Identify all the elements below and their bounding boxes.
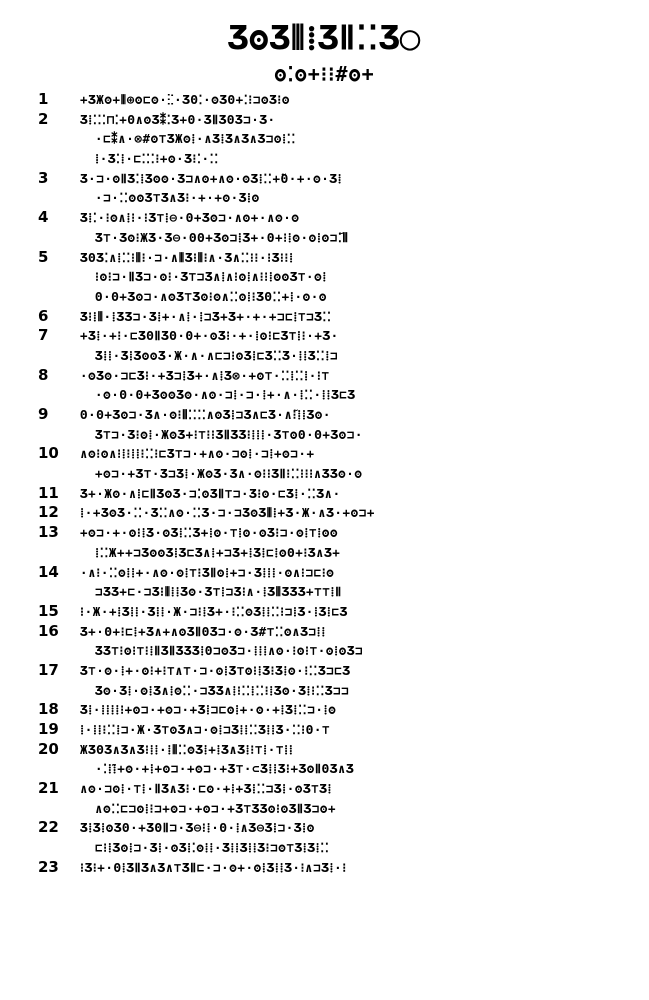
line-number: 13 <box>38 523 59 542</box>
line-number: 1 <box>38 90 49 108</box>
text-line <box>0 602 649 622</box>
line-text: ·⁚⁞̃⁞+ʘ·+⁞+ʘ⊐·+ʘ⊐·+Ʒ⊤·⊂Ʒ⁞⁞Ʒ⁝+ƷʘⅡΘƷ∧Ʒ <box>95 761 355 777</box>
line-text: ЖƷΘƷ∧Ʒ∧Ʒ⁝⁞⁞·⁞⦀⁚⁚ʘƷ⁞+⁞Ʒ∧Ʒ⁞⁝⊤⁞·⊤⁞⁞ <box>80 741 294 757</box>
line-text: ∧ʘ·⊐ʘ⁞·⊤⁞·ⅡƷ∧Ʒ⁝·⊏ʘ·+⁞+Ʒ⁞⁚⁚⊐Ʒ⁞·ʘƷ⊤Ʒ⁞ <box>80 781 333 797</box>
text-line <box>0 661 649 681</box>
text-line <box>0 425 649 445</box>
text-line <box>0 228 649 248</box>
text-line <box>0 129 649 149</box>
line-text: +ƷЖʘ+⦀⊕ʘ⊏ʘ·⁝⁚·ƷΘ⁚·ʘƷΘ+⁚⁝⊐ʘƷ⁝ʘ <box>80 92 290 107</box>
text-line <box>0 543 649 563</box>
line-number: 7 <box>38 326 49 345</box>
line-text: ·ʘƷʘ·⊐⊏Ʒ⁝·+Ʒ⊐⁞Ʒ+·∧⁞Ʒ⊗·+ʘ⊤·⁚⁚⁞⁚⁚⁞·⁝⊤ <box>80 367 330 383</box>
line-text: ⊐ƷƷ+⊏·⊐Ʒ⁝⦀⁞⁞Ʒʘ·Ʒ⊤⁞⊐Ʒ⁝∧·⁞Ʒ⦀ƷƷƷ+⊤⊤⁞Ⅱ <box>95 584 342 600</box>
line-text: Ʒ⁞⁚⁚⁚⊓⁚+Θ∧ʘƷ⁑⁚Ʒ+Θ·ƷⅡƷΘƷ⊐·Ʒ· <box>80 111 276 127</box>
line-number: 11 <box>38 483 59 502</box>
text-line <box>0 110 649 130</box>
page-title: ƷʘƷ⦀⁞ƷⅡ⁚⁚Ʒ◯ <box>228 18 421 57</box>
line-text: ·ʘ·Θ·Θ+ƷʘʘƷʘ·∧ʘ·⊐⁞·⊐·⁞+·∧·⁞⁚⁚·⁞⁞Ʒ⊏Ʒ <box>95 387 356 403</box>
line-text: Ʒ⊤·ʘ·⁞+·ʘ⁝+⁝⊤∧⊤·⊐·ʘ⁞Ʒ⊤ʘ⁝⁞Ʒ⁝Ʒ⁞ʘ·⁝⁚⁚Ʒ⊐⊏Ʒ <box>80 662 351 678</box>
line-number: 9 <box>38 405 49 423</box>
line-text: Ʒ⊤·Ʒʘ⁝ЖƷ·Ʒ⊖·ΘΘ+Ʒʘ⊐⁞Ʒ+·Θ+⁝⁞ʘ·ʘ⁞ʘ⊐̃⁚⦀ <box>95 229 349 245</box>
line-text: Ʒ⁞⁞·Ʒ⁞ƷʘʘƷ·Ж·∧·∧⊏⊐⁝ʘƷ⁞⊏Ʒ⁚⁚Ʒ·⁞⁞Ʒ⁚⁚⁞⊐ <box>95 347 339 363</box>
text-lines <box>0 90 649 878</box>
line-number: 21 <box>38 779 59 798</box>
text-line <box>0 248 649 268</box>
text-line <box>0 858 649 878</box>
text-line <box>0 307 649 327</box>
text-line <box>0 90 649 110</box>
text-line <box>0 681 649 701</box>
line-text: ⁞·Ʒ⁚⁞·⊏⁚⁚⁚⁝+ʘ·Ʒ⁝⁚·⁚⁚ <box>95 151 219 167</box>
line-number: 23 <box>38 857 59 876</box>
text-line <box>0 287 649 307</box>
text-line <box>0 326 649 346</box>
line-text: Θ·Θ+Ʒʘ⊐·Ʒ∧·ʘ⁝⦀⁚⁚⁚⁚∧ʘƷ⁞⊐Ʒ∧⊏Ʒ·∧̃⁝⁞⁞Ʒʘ· <box>80 407 331 422</box>
page-subtitle: ʘ⁚ʘ+⁝⁝#ʘ+ <box>274 62 375 86</box>
line-number: 19 <box>38 720 59 738</box>
line-number: 6 <box>38 306 49 325</box>
line-number: 15 <box>38 601 59 620</box>
line-text: ∧ʘ⁚⁚⊏⊐ʘ⁞⁝⊐+ʘ⊐·+ʘ⊐·+Ʒ⊤ƷƷʘ⁝ʘƷⅡƷ⊐ʘ+ <box>95 800 337 816</box>
text-line <box>0 779 649 799</box>
text-line <box>0 169 649 189</box>
text-line <box>0 444 649 464</box>
text-line <box>0 740 649 760</box>
line-text: ∧ʘ⁝ʘ∧⁝⁞⁝⁞⁞⁝⁚⁚⁝⊏Ʒ⊤⊐·+∧ʘ·⊐ʘ⁞·⊐⁞+ʘ⊐·+ <box>80 446 315 462</box>
line-text: ⁝ʘ⁝⊐·ⅡƷ⊐·ʘ⁝·Ʒ⊤⊐Ʒ∧⁞∧⁝ʘ⁞∧⁝⁝⁞ʘʘƷ⊤·ʘ⁞ <box>95 269 328 285</box>
line-text: Ʒ⁞·⁞⁞⁞⁞⁝+ʘ⊐·+ʘ⊐·+Ʒ⁞⊐⊏ʘ⁞+·ʘ·+⁞Ʒ⁞⁚⁚⊐·⁞ʘ <box>80 702 337 718</box>
text-line <box>0 346 649 366</box>
line-number: 18 <box>38 700 59 719</box>
text-line <box>0 405 649 425</box>
text-line <box>0 838 649 858</box>
line-number: 10 <box>38 444 59 463</box>
line-text: Ʒʘ·Ʒ⁞·ʘ⁞Ʒ∧⁞ʘ⁚⁚·⊐ƷƷ∧⁞⁝⁚⁚⁞⁚⁚⁝⁞Ʒʘ·Ʒ⁞⁝⁚⁚Ʒ⊐⊐ <box>95 682 350 698</box>
text-line <box>0 464 649 484</box>
line-text: Ʒ⊤⊐·Ʒ⁝ʘ⁞·ЖʘƷ+⁝⊤⁝⁝ƷⅡƷƷ⁝⁞⁞⁞·Ʒ⊤ʘΘ·Θ+Ʒʘ⊐· <box>95 426 364 442</box>
text-line <box>0 818 649 838</box>
line-text: +ʘ⊐·+Ʒ⊤·Ʒ⊐Ʒ⁞·ЖʘƷ·Ʒ∧·ʘ⁝⁝ƷⅡ⁝⁚⁚⁝⁝⁝∧ƷƷʘ·ʘ <box>95 466 363 482</box>
line-text: Ʒ⁝⁞⦀·⁞ƷƷ⊐·Ʒ⁞+·∧⁞·⁞⊐Ʒ+Ʒ+·+·+⊐⊏⁞⊤⊐Ʒ⁚⁚ <box>80 308 332 324</box>
line-text: +Ʒ⁞·+⁝·⊏ƷΘⅡƷΘ·Θ+·ʘƷ⁝·+·⁞ʘ⁝⊏Ʒ⊤⁞⁝·+Ʒ· <box>80 328 339 344</box>
line-text: +ʘ⊐·+·ʘ⁝⁞Ʒ·ʘƷ⁞⁚⁚Ʒ+⁞ʘ·⊤⁞ʘ·ʘƷ⁝⊐·ʘ⁞⊤⁞ʘʘ <box>80 525 339 541</box>
line-number: 14 <box>38 562 59 581</box>
line-text: Ʒ+·Жʘ·∧⁞⊏ⅡƷʘƷ·⊐⁚ʘƷⅡ⊤⊐·Ʒ⁝ʘ·⊏Ʒ⁞·⁚⁚Ʒ∧· <box>80 485 341 501</box>
line-text: ⊏⁝⁞Ʒʘ⁞⊐·Ʒ⁞·ʘƷ⁞⁚ʘ⁞⁞·Ʒ⁞⁞Ʒ⁞⁞Ʒ⁝⊐ʘ⊤Ʒ⁞Ʒ⁞⁚⁚ <box>95 840 330 856</box>
line-text: Ʒ+·Θ+⁝⊏⁞+Ʒ∧+∧ʘƷⅡΘƷ⊐·ʘ·Ʒ#⊤⁚⁚ʘ∧Ʒ⊐⁞⁞ <box>80 623 327 639</box>
line-number: 22 <box>38 818 59 837</box>
text-line <box>0 759 649 779</box>
text-line <box>0 799 649 819</box>
text-line <box>0 503 649 523</box>
text-line <box>0 641 649 661</box>
line-text: ·∧⁝·⁚⁚ʘ⁞⁞+·∧ʘ·ʘ⁞⊤⁝ƷⅡʘ⁞+⊐·Ʒ⁞⁞⁞·ʘ∧⁝⊐⊏⁝ʘ <box>80 564 335 580</box>
line-text: ⁞·⁞⁞⁝⁚⁚⁞⊐·Ж·Ʒ⊤ʘƷ∧⊐·ʘ⁞⊐Ʒ⁞⁞⁚⁚Ʒ⁞⁞Ʒ·⁚⁚⁝Θ·⊤ <box>80 722 331 737</box>
text-line <box>0 385 649 405</box>
line-text: Ʒ⁞⁚·⁝ʘ∧⁞⁝·⁝Ʒ⊤⁞⊖·Θ+Ʒʘ⊐·∧ʘ+·∧ʘ·ʘ <box>80 210 300 226</box>
line-text: ·⊐·⁚⁚ʘʘƷ⊤Ʒ∧Ʒ⁝·+·+ʘ·Ʒ⁞ʘ <box>95 190 260 206</box>
line-text: Ʒ·⊐·ʘⅡƷ⁚⁞Ʒʘʘ·Ʒ⊐∧ʘ+∧ʘ·ʘƷ⁞⁚⁚+̃Θ·+·ʘ·Ʒ⁞ <box>80 170 343 186</box>
line-text: ⁝Ʒ⁝+·Θ⁞ƷⅡƷ∧Ʒ∧⊤ƷⅡ⊏·⊐·ʘ+·ʘ⁞Ʒ⁞⁞Ʒ·⁝∧⊐Ʒ⁞·⁝ <box>80 859 347 875</box>
text-line <box>0 622 649 642</box>
line-text: ⁞·+ƷʘƷ·⁚⁚·Ʒ⁚⁚∧ʘ·⁚⁚Ʒ·⊐·⊐ƷʘƷ⦀⁞+Ʒ·Ж·∧Ʒ·+ʘ⊐+ <box>80 505 375 521</box>
line-number: 5 <box>38 247 49 266</box>
line-number: 4 <box>38 208 49 227</box>
text-line <box>0 188 649 208</box>
text-line <box>0 267 649 287</box>
line-number: 2 <box>38 109 49 128</box>
line-text: Θ·Θ+Ʒʘ⊐·∧ʘƷ⊤Ʒʘ⁝ʘ∧⁚⁚ʘ⁞⁝ƷΘ⁚⁚+⁞·ʘ·ʘ <box>95 288 327 304</box>
line-text: ⁝·Ж·+⁞Ʒ⁞⁞·Ʒ⁞⁞·Ж·⊐⁝⁞Ʒ+·⁝⁚⁚ʘƷ⁞⁞⁚⁚⁝⊐⁞Ʒ·⁞Ʒ⁞⊏Ʒ <box>80 603 348 619</box>
text-line <box>0 720 649 740</box>
text-line <box>0 700 649 720</box>
text-line <box>0 484 649 504</box>
line-text: ƷƷ⊤⁝ʘ⁝⊤⁝⁞ⅡƷⅡƷƷƷ⁞Θ⊐ʘƷ⊐·⁞⁞⁞∧ʘ·⁝ʘ⁝⊤·ʘ⁞ʘƷ⊐ <box>95 643 364 659</box>
text-line <box>0 523 649 543</box>
text-line <box>0 208 649 228</box>
line-text: ⁞⁚⁚Ж++⊐ƷʘʘƷ⁞Ʒ⊏Ʒ∧⁞+⊐Ʒ+⁞Ʒ⁞⊏⁞ʘΘ+⁝Ʒ∧Ʒ+ <box>95 544 341 560</box>
line-text: ·⊏⁑∧·⊗#ʘ⊤ƷЖʘ⁞·∧Ʒ⁞Ʒ∧Ʒ∧Ʒ⊐ʘ⁞⁚⁚ <box>95 131 296 147</box>
line-text: ƷΘƷ⁚∧⁞⁚⁚⁝⦀⁝·⊐·∧⦀Ʒ⁝⦀⁝∧·Ʒ∧⁚⁚⁝⁝·⁝Ʒ⁝⁝⁞ <box>80 249 294 265</box>
text-line <box>0 149 649 169</box>
text-line <box>0 366 649 386</box>
line-text: Ʒ⁞Ʒ⁞ʘƷΘ·+ƷΘⅡ⊐·Ʒ⊖⁝⁞·Θ·⁞∧Ʒ⊖Ʒ⁞⊐·Ʒ⁞ʘ <box>80 820 315 836</box>
text-line <box>0 563 649 583</box>
text-line <box>0 582 649 602</box>
line-number: 12 <box>38 503 59 522</box>
line-number: 3 <box>38 168 49 187</box>
line-number: 16 <box>38 621 59 640</box>
line-number: 8 <box>38 365 49 384</box>
line-number: 17 <box>38 660 59 679</box>
line-number: 20 <box>38 739 59 758</box>
